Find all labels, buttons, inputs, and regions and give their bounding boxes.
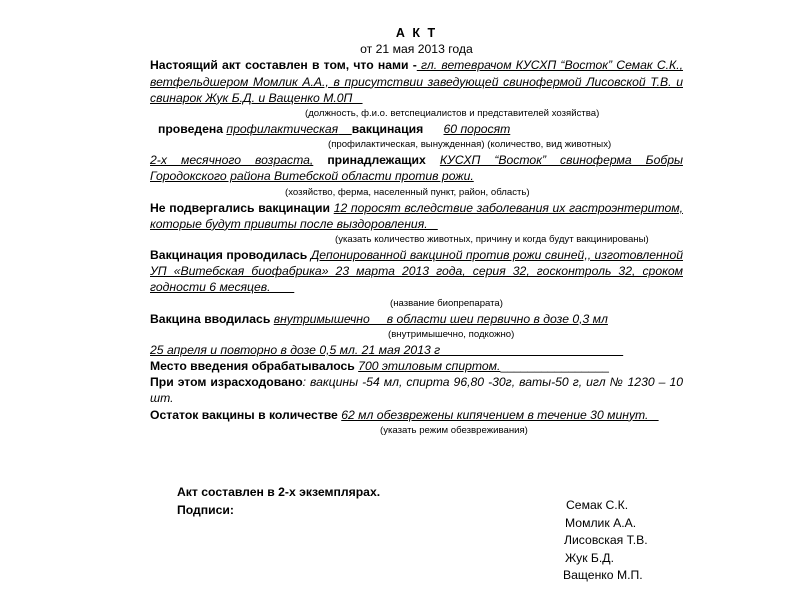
vaccination-type: профилактическая — [226, 122, 339, 137]
signatures-label: Подписи: — [177, 503, 234, 517]
remainder-details: 62 мл обезврежены кипячением в течение 30 минут. _ — [341, 407, 659, 422]
commission-members: гл. ветеврачом КУСХП “Восток” Семак С.К., ветфельдшером Момлик А.А., в присутствии заведующей свинофермой Лисовской Т.В. и свинарок Жук Б.Д. и Ващенко М.0П _ — [150, 58, 683, 105]
vaccine-caption: (название биопрепарата) — [390, 297, 503, 309]
injection-site-treatment: 700 этиловым спиртом. — [358, 359, 501, 374]
signatory-list — [560, 497, 648, 585]
injection-site-lead: Место введения обрабатывалось — [150, 359, 355, 374]
vaccination-type-caption: (профилактическая, вынужденная) (количество, вид животных) — [328, 139, 612, 151]
commission-caption: (должность, ф.и.о. ветспециалистов и представителей хозяйства) — [305, 108, 600, 120]
farm-name: КУСХП “Восток” свиноферма Бобры Городокского района Витебской области против рожи. — [150, 153, 683, 184]
not-vaccinated-lead: Не подвергались вакцинации — [150, 200, 331, 215]
remainder-caption: (указать режим обезвреживания) — [380, 424, 528, 436]
paragraph-commission — [150, 57, 683, 106]
not-vaccinated-caption: (указать количество животных, причину и когда будут вакцинированы) — [335, 234, 649, 246]
signatory-name: Ващенко М.П. — [563, 568, 643, 582]
paragraph-administration — [150, 311, 683, 327]
owner-lead: принадлежащих — [313, 153, 440, 168]
vaccine-lead: Вакцинация проводилась — [150, 248, 308, 263]
remainder-lead: Остаток вакцины в количестве — [150, 407, 338, 422]
paragraph-vaccination-type — [150, 121, 683, 137]
paragraph-consumption — [150, 374, 683, 406]
signatory-name: Семак С.К. — [566, 498, 629, 512]
document-title: А К Т — [395, 26, 438, 40]
animal-age: 2-х месячного возраста, — [150, 153, 314, 168]
document-date: от 21 мая 2013 года — [360, 42, 473, 57]
copies-note: Акт составлен в 2-х экземплярах. — [177, 485, 381, 499]
vaccination-word: вакцинация — [351, 122, 424, 137]
commission-lead: Настоящий акт составлен в том, что нами - — [150, 58, 417, 73]
injection-site-blank: ________________ — [500, 359, 609, 374]
act-document — [150, 20, 683, 438]
second-dose-details: 25 апреля и повторно в дозе 0,5 мл. 21 мая 2013 г___________________________ — [150, 342, 624, 357]
vaccine-details: Депонированной вакциной против рожи свиней,, изготовленной УП «Витебская биофабрика» 23 марта 2013 года, серия 32, госконтроль 32, сроком годности 6 месяцев. ___ — [150, 248, 683, 295]
paragraph-vaccine — [150, 247, 683, 296]
vaccination-lead: проведена — [158, 122, 224, 137]
administration-lead: Вакцина вводилась — [150, 311, 271, 326]
administration-second-dose — [150, 342, 683, 358]
signatory-name: Лисовская Т.В. — [564, 533, 648, 547]
not-vaccinated-details: 12 поросят вследствие заболевания их гастроэнтеритом, которые будут привиты после выздоровления. _ — [150, 200, 683, 231]
paragraph-remainder — [150, 407, 683, 423]
paragraph-not-vaccinated — [150, 200, 683, 232]
consumption-lead: При этом израсходовано — [150, 375, 303, 390]
paragraph-injection-site — [150, 358, 683, 374]
administration-route: внутримышечно__ в области шеи первично в дозе 0,3 мл — [273, 311, 608, 326]
owner-caption: (хозяйство, ферма, населенный пункт, район, область) — [285, 186, 530, 198]
signatory-name: Жук Б.Д. — [565, 550, 614, 565]
signatory-name: Момлик А.А. — [565, 515, 637, 530]
paragraph-owner — [150, 152, 683, 184]
consumption-details: : вакцины -54 мл, спирта 96,80 -30г, ваты-50 г, игл № 1230 – 10 шт. — [150, 375, 684, 406]
administration-caption: (внутримышечно, подкожно) — [388, 328, 515, 340]
footer-block — [177, 483, 380, 519]
animal-count: 60 поросят — [443, 122, 511, 137]
